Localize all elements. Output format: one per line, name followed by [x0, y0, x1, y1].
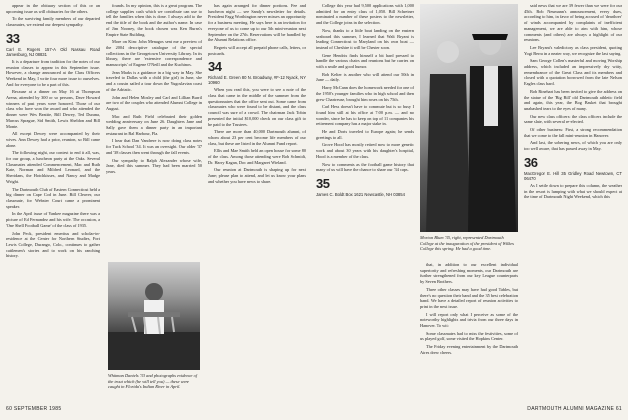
column-4 [316, 3, 414, 403]
column-2 [106, 3, 202, 259]
text-paragraph: Carl Hess doesn't have to commute but is so busy I found him still at his office at 7:00 p.m. — and no wonder, since he has to keep on top of 11 companies his retirement company has a major stake in. [316, 104, 414, 127]
photo-caption: Whitman Daniels '33 and photographs evidence of the trout which (he will tell you) — these were caught in Florida's Indian River in April. [108, 373, 197, 390]
class-secretary-address: Carl E. Rogers 157-A Old Nassau Road Jamesburg, NJ 08831 [6, 46, 100, 57]
text-paragraph: Now, thanks to a little boat landing on the eastern seaboard this summer, I learned that Walt Bryant is leading Connecticut to Maryland on his own boat — instead of Cheshire it will be Chester soon. [316, 27, 414, 50]
text-paragraph: More on Kim: John Menagos sent me a preview of the 2004 descriptive catalogue of the special collections in the Georgetown University Library. In its library, there are 'extensive correspondence and manuscripts' of Eugene O'Neill and the Kuchinos. [106, 39, 202, 68]
text-paragraph: Bob Rinehart has been invited to give the address on the statue of the 'Big Bill' old Dartmouth athletic field and again, this year, the Bog Basket that brought unabashed tears to the eyes of many. [524, 88, 622, 111]
text-paragraph: The Dartmouth Club of Eastern Connecticut held a big dinner on Cape Cod in June. Bill Cleaver, our classmate, for Webster Court came a prominent speaker. [6, 186, 100, 209]
text-paragraph: Ellis and Mae Smith held an open house for some 80 of the class. Among those attending were Bob Schmidt, Dr. Harry Kagan, Doc and Margaret Wieland. [208, 148, 306, 165]
text-paragraph: has again arranged for dinner portions. Fee and luncheon night — see Sandy's newsletter for details. President Fagg Worthington never misses an opportunity for a business meeting. He says here is an invitation for everyone of us to come up to our 5th mini-reunion next September on the 27th. Reservations will be handled by the Alumni Relations office. [208, 3, 306, 43]
text-paragraph: Mac and Ruth Field celebrated their golden wedding anniversary on June 26. Daughters Jane and Sally gave them a dinner party in an important restaurant in Bal Harbour, Fla. [106, 113, 202, 136]
text-paragraph: Of other business: First, a strong recommendation that we come to the fall mini-reunion in Hanover. [524, 127, 622, 138]
text-paragraph: Grove Hood has mostly retired now to more genetic work and about 30 years with his daughter's hospital, Hood is a member of the class. [316, 142, 414, 159]
text-paragraph: To the surviving family members of our departed classmates, we extend our deepest sympathy. [6, 16, 100, 28]
text-paragraph: Bob Kelter is another who will attend our 50th in June — daily. [316, 71, 414, 83]
text-paragraph: I will report only what I perceive as some of the noteworthy highlights and trivia from our three days in Hanover. To wit: [420, 311, 518, 329]
text-paragraph: Lee Bryant's valedictory as class president, quoting Yogi Berra in a neater way, we recognize the last saying. [524, 44, 622, 56]
text-paragraph: College this year had 9,500 applications with 1,000 admitted for an entry class of 1,050. Bill Schreiner nominated a number of these posters to the newsletter, and the College joins in the selection. [316, 3, 414, 26]
text-paragraph: The Friday evening entertainment by the Dartmouth Aires drew cheers. [420, 344, 518, 355]
column-6 [524, 3, 622, 403]
inauguration-photo [420, 4, 518, 232]
text-paragraph: Some classmates had to miss the festivities, some of us played golf, some visited the Hopkins Center. [420, 330, 518, 342]
column-5 [420, 262, 518, 402]
text-paragraph: Because at a dinner on May 16 at Thompson Arena, attended by 300 or so persons, Dave Howard winners of past years were honored. Those of our class who have won the award and who attended the dinner were Wes Beattie, Bill Dewey, Ted Durana, Marcus Sprague, Sid Smith, Lewis Sheldon and Bill Monte. [6, 89, 100, 129]
photo-caption: Morton Blum '35, right, represented Dartmouth College at the inauguration of the president of Wilkes College this spring. He had a good time. [420, 235, 514, 252]
page-footer-right: DARTMOUTH ALUMNI MAGAZINE 61 [527, 406, 622, 412]
text-paragraph: John and Helen Mosley and Carl and Lillian Burril are two of the couples who attended Alumni College in August. [106, 94, 202, 111]
text-paragraph: The following night, our contest to end it all, was, for our group, a luncheon party at the Oaks. Several Classmates attended Commencement, Mac and Ruth Kate, Norman and Mildred Leonard, and the Sheridans, the Hotchkisses, and Nancy and Madge Wright. [6, 150, 100, 184]
text-paragraph: It is a departure from tradition for the notes of our reunion classes to appear in this September issue. However, a change announced at the Class Officers Weekend in May, I write four more issue to ourselves. And for everyone to be a part of this. [6, 58, 100, 87]
text-paragraph: Our reunion at Dartmouth is shaping up for next June; please plan to attend, and let us know your plans and whether you have news to share. [208, 167, 306, 184]
text-paragraph: appear in the obituary section of this or an upcoming issue as will obituaries for the others. [6, 3, 100, 14]
text-paragraph: Jean Marks is a guidance in a big way in May. She traveled to Dallas with a child (the girl) in June, she and a cousin sailed a tour down the Yugoslavian coast of the Adriatic. [106, 69, 202, 92]
text-paragraph: Harry McCann does the homework needed for one of the 1950's younger families who in high school and then grew Chartreuse, brought him roses on his 75th. [316, 85, 414, 102]
column-1 [6, 3, 100, 403]
page-footer-left: 60 SEPTEMBER 1985 [6, 406, 62, 412]
text-paragraph: There are more than 40,000 Dartmouth alumni, of whom about 23 per cent become life members of our class, but these are listed in the Alumni Fund report. [208, 129, 306, 146]
text-paragraph: In the April issue of Yankee magazine there was a picture of Ed Fernandez and his wife. The occasion, a 'One Shell Football Game' of the class of 1935. [6, 211, 100, 228]
text-paragraph: that, in addition to our excellent individual superiority and refreshing moments, our Dartmouth are further strengthened from our key League counterparts by Seven Brothers. [420, 262, 518, 285]
text-paragraph: I hear that Dan Vandrere is now doing class notes for Tuck School '34. It was an oversight. Our older '37 and '38 classes then went through the fall events. [106, 138, 202, 155]
text-paragraph: Now to comments as the football game history that many of us will have the chance to share our '34 caps. [316, 161, 414, 173]
class-secretary-address: MacGregor E. Hill 35 Gridley Road Newtown, CT 06470 [524, 170, 622, 181]
class-year-heading: 33 [6, 30, 20, 46]
text-paragraph: He and Doris traveled to Europe again; he sends greetings to all. [316, 129, 414, 140]
two-men-figure-icon [420, 4, 518, 232]
text-paragraph: All except Dewey were accompanied by their wives. Ann Dewey had a prior, reunion, so Bill came alone. [6, 131, 100, 148]
text-paragraph: founds. In my opinion, this is a great program. The college supplies cash which we contribute can use to tell the families when this is done. I always add to the end the title of the book and the author's name. In case of Jim Nooney, the book chosen was Ken Burns's Empire State Building. [106, 3, 202, 37]
text-paragraph: And last, the sobering news, of which you are only too well aware, that has passed away in May. [524, 140, 622, 152]
column-3 [208, 3, 306, 403]
text-paragraph: Gene Hendrix finds himself a bit hard pressed to handle the various chairs and reunions but he carries on with a smile and good humor. [316, 52, 414, 70]
text-paragraph: Sam George Collen's masterful and moving Worship address, which included an impressively dry witty, remembrance of the Great Class and its members and closed with a quotation borrowed from the late Nelson Eagles class bard. [524, 58, 622, 87]
text-paragraph: Our new class officers: the class officers include the same slate, with several re-elected. [524, 113, 622, 125]
fisherman-figure-icon [108, 262, 200, 370]
class-year-heading: 36 [524, 154, 538, 170]
text-paragraph: John Peck, president emeritus and scholar-in-residence at the Center for Northern Studies, Fort Lewis College, Durango, Colo., continues to gather cattlemen's stories and to work on his ranching history. [6, 230, 100, 259]
class-secretary-address: Richard E. Green 80 N. Broadway, #F-12 Nyack, NY 10960 [208, 75, 306, 86]
text-paragraph: Regrets will accept all prepaid phone calls, letters, or postcards. [208, 44, 306, 56]
text-paragraph: Three other classes may have had good Tables, but there's no question their band and the 35 best celebration band. We have a detailed report of reunion activities to print in the next issue. [420, 286, 518, 309]
class-year-heading: 35 [316, 175, 330, 191]
text-paragraph: said news that we are 39 fewer than we were for our 45th. Bob Neumann's announcement, every dues, according to him, in favor of being accused of 'dearthrer' of winds accompanied by complaints of inefficient management, we are able to aim with him, whose comments (and others) are always a highlight of our reunions. [524, 3, 622, 43]
text-paragraph: When you read this, you were to see a note of the class that came in the middle of the summer from the questionnaires that the office sent out. Some came from classmates who were found to be distant, and the class council was sure of a crowd. The chairman Jack Tobin presented the initial $10,000 check on our class gift to be paid to the Trustees. [208, 87, 306, 127]
text-paragraph: Our sympathy to Ralph Alexander whose wife, Jane, died this summer. They had been married 50 years. [106, 157, 202, 174]
fisherman-photo [108, 262, 200, 370]
class-year-heading: 34 [208, 59, 222, 75]
class-secretary-address: James C. Boldt Box 1621 Newcastle, NH 03854 [316, 191, 405, 197]
text-paragraph: As I settle down to prepare this column, the weather in the resort is lumping with what we should expect at the time of Dartmouth Night Weekend, which this [524, 182, 622, 200]
